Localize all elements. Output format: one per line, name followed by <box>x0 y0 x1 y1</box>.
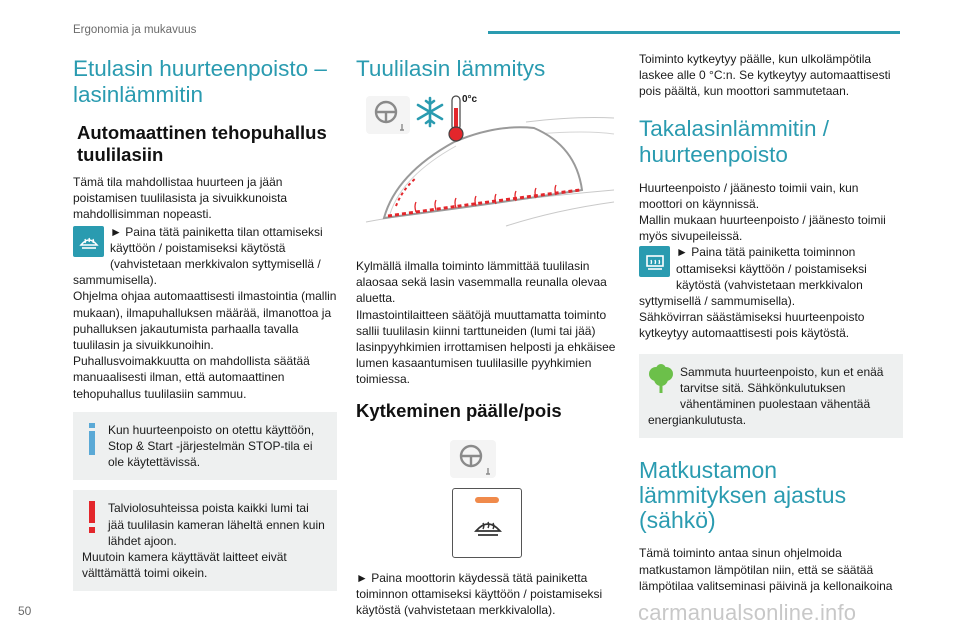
eco-note <box>639 354 903 439</box>
paragraph: Puhallusvoimakkuutta on mahdollista säätää manuaalisesti ilman, että automaattinen tehopuhallus tuulilasiin sammuu. <box>73 354 310 401</box>
button-illustration <box>356 436 618 564</box>
header-accent-bar <box>488 31 900 34</box>
section-title-front-defrost: Etulasin huurteenpoisto – lasinlämmitin <box>73 56 327 107</box>
instruction-text: ► Paina tätä painiketta toiminnon ottamiseksi käyttöön / poistamiseksi käytöstä (vahvistetaan merkkivalon syttymisellä / sammumisella). <box>639 245 867 309</box>
paragraph: Tämä toiminto antaa sinun ohjelmoida matkustamon lämpötilan niin, että se säätää lämpötilaa valitseminasi päivinä ja kellonaikoina <box>639 546 893 593</box>
subsection-title-auto-boost: Automaattinen tehopuhallus tuulilasiin <box>77 122 327 165</box>
snowflake-icon <box>414 96 446 128</box>
header-title: Ergonomia ja mukavuus <box>73 24 197 36</box>
rear-defrost-icon <box>639 246 670 277</box>
info-icon <box>86 423 98 455</box>
paragraph: Mallin mukaan huurteenpoisto / jäänesto toimii myös sivupeileissä. <box>639 213 886 244</box>
instruction-paragraph <box>73 224 337 289</box>
paragraph: Sähkövirran säästämiseksi huurteenpoisto kytkeytyy automaattisesti pois käytöstä. <box>639 310 865 341</box>
column-1 <box>73 52 337 591</box>
info-note <box>73 412 337 481</box>
paragraph: Ohjelma ohjaa automaattisesti ilmastointia (mallin mukaan), ilmapuhalluksen määrää, ilmanottoa ja puhalluksen jakautumista parhaalla tavalla tuulilasin ja sivuikkunoihin. <box>73 289 337 353</box>
instruction-paragraph: ► Paina moottorin käydessä tätä painiketta toiminnon ottamiseksi käyttöön / poistamiseksi käytöstä (vahvistetaan merkkivalolla). <box>356 570 603 618</box>
instruction-text: ► Paina tätä painiketta tilan ottamiseksi käyttöön / poistamiseksi käytöstä (vahvistetaan merkkivalon syttymisellä / sammumisella). <box>73 224 323 288</box>
page-number: 50 <box>18 604 32 618</box>
section-title-rear-defrost: Takalasinlämmitin / huurteenpoisto <box>639 115 830 167</box>
windshield-heating-illustration <box>356 94 618 236</box>
subsection-title-on-off: Kytkeminen päälle/pois <box>356 399 562 421</box>
paragraph: Tämä tila mahdollistaa huurteen ja jään poistamisen tuulilasista ja sivuikkunoista mahdollisimman nopeasti. <box>73 175 288 222</box>
front-defrost-button <box>452 488 522 558</box>
paragraph: Ilmastointilaitteen säätöjä muuttamatta toiminto sallii tuulilasin kiinni tarttuneiden (lumi tai jää) lasinpyyhkimien irrottamisen helposti ja ehkäisee lumen kasaantumisen tuulilasille pyyhkimien toimiessa. <box>356 307 616 387</box>
warning-note-text: Talviolosuhteissa poista kaikki lumi tai jää tuulilasin kameran läheltä ennen kuin lähdet ajoon. <box>108 501 325 548</box>
paragraph: Kylmällä ilmalla toiminto lämmittää tuulilasin alaosaa sekä lasin vasemmalla reunalla olevaa aluetta. <box>356 259 607 306</box>
front-defrost-icon <box>73 226 104 257</box>
front-defrost-icon <box>473 513 503 539</box>
section-title-windshield-heating: Tuulilasin lämmitys <box>356 56 546 81</box>
warning-icon <box>86 501 98 533</box>
eco-note-text: Sammuta huurteenpoisto, kun et enää tarvitse sitä. Sähkönkulutuksen vähentäminen puolestaan vähentää energiankulutusta. <box>648 364 884 428</box>
warning-note-text: Muutoin kamera käyttävät laitteet eivät välttämättä toimi oikein. <box>82 550 287 581</box>
leaf-icon <box>648 364 674 399</box>
indicator-led <box>475 497 499 503</box>
steering-wheel-icon <box>450 440 496 478</box>
temperature-label: 0°c <box>462 94 478 105</box>
watermark: carmanualsonline.info <box>638 600 857 625</box>
paragraph: Huurteenpoisto / jäänesto toimii vain, kun moottori on käynnissä. <box>639 180 859 211</box>
column-2 <box>356 52 618 618</box>
instruction-paragraph <box>639 244 903 309</box>
paragraph: Toiminto kytkeytyy päälle, kun ulkolämpötila laskee alle 0 °C:n. Se kytkeytyy automaattisesti pois päältä, kun moottori sammutetaan. <box>639 52 891 99</box>
section-title-cabin-preheating: Matkustamon lämmityksen ajastus (sähkö) <box>639 457 847 534</box>
steering-wheel-icon <box>366 96 410 134</box>
info-note-text: Kun huurteenpoisto on otettu käyttöön, Stop & Start -järjestelmän STOP-tila ei ole käytettävissä. <box>108 422 315 470</box>
column-3 <box>639 52 903 594</box>
warning-note <box>73 490 337 591</box>
